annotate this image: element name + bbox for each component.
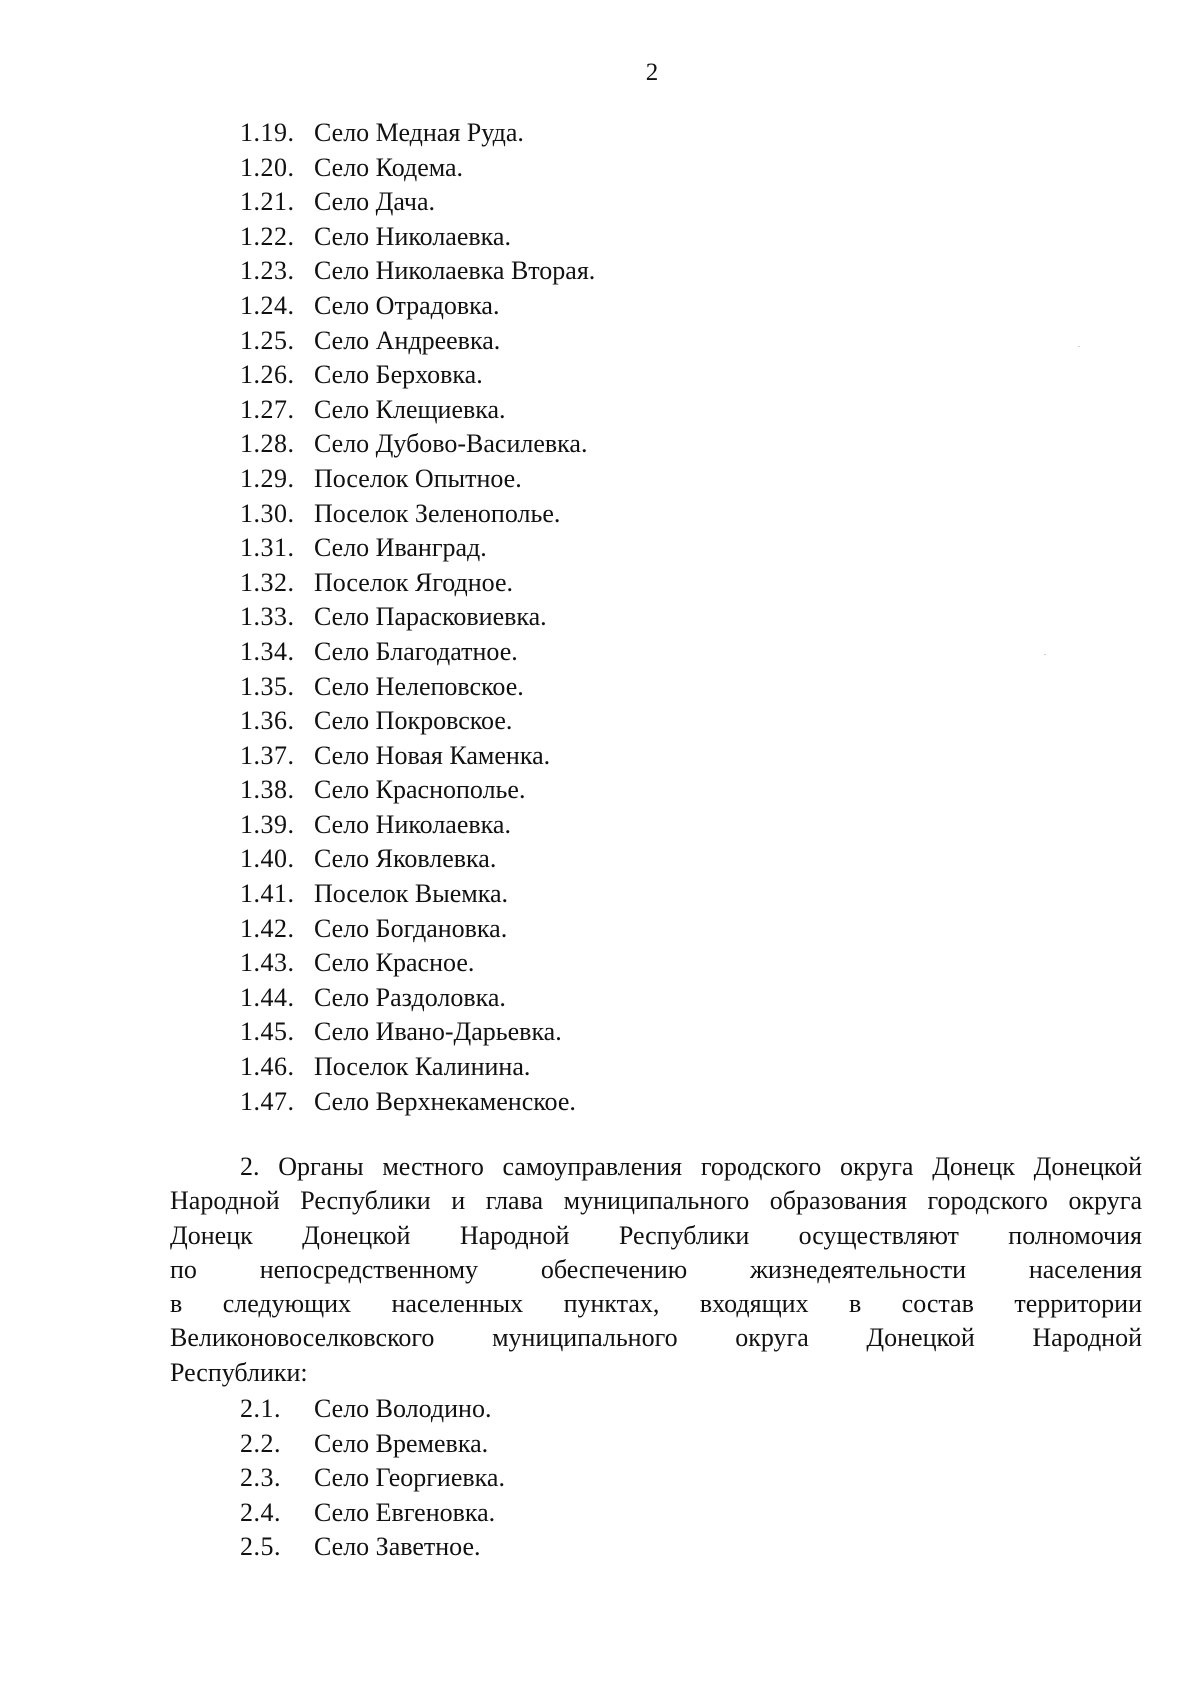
list-item	[240, 1392, 505, 1427]
item-number: 1.23.	[240, 256, 295, 286]
settlement-name: Село Николаевка.	[314, 809, 511, 839]
settlement-name: Село Георгиевка.	[314, 1463, 505, 1493]
item-number: 1.19.	[240, 118, 295, 147]
scan-speck	[1044, 654, 1046, 655]
item-number: 2.1.	[240, 1394, 281, 1423]
list-item	[240, 635, 595, 670]
settlement-name: Село Николаевка Вторая.	[314, 256, 596, 286]
settlement-name: Село Андреевка.	[314, 325, 501, 355]
settlement-name: Поселок Опытное.	[314, 463, 522, 493]
list-item	[240, 600, 595, 635]
list-item	[240, 877, 595, 912]
item-number: 1.28.	[240, 429, 295, 459]
settlement-name: Село Ивано-Дарьевка.	[314, 1017, 562, 1047]
list-item	[240, 670, 595, 705]
list-item	[240, 842, 595, 877]
settlement-name: Село Кодема.	[314, 152, 464, 182]
list-item	[240, 773, 595, 808]
settlement-name: Село Медная Руда.	[314, 118, 524, 147]
settlement-name: Село Богдановка.	[314, 913, 508, 943]
item-number: 2.5.	[240, 1532, 281, 1562]
item-number: 1.25.	[240, 325, 295, 355]
list-item	[240, 1015, 595, 1050]
settlement-name: Село Евгеновка.	[314, 1497, 496, 1527]
list-item	[240, 220, 595, 255]
settlement-name: Село Володино.	[314, 1394, 492, 1423]
settlement-name: Село Раздоловка.	[314, 982, 506, 1012]
settlement-name: Село Дубово-Василевка.	[314, 429, 588, 459]
settlement-name: Поселок Калинина.	[314, 1052, 531, 1082]
paragraph-line: 2. Органы местного самоуправления городского округа Донецк Донецкой	[240, 1152, 1142, 1181]
settlement-name: Село Новая Каменка.	[314, 740, 551, 770]
list-item	[240, 116, 595, 151]
paragraph-line: Народной Республики и глава муниципального образования городского округа	[170, 1186, 1142, 1216]
settlement-name: Село Красное.	[314, 948, 475, 978]
item-number: 1.40.	[240, 844, 295, 874]
list-item	[240, 497, 595, 532]
settlement-name: Село Николаевка.	[314, 221, 511, 251]
item-number: 1.41.	[240, 879, 295, 909]
list-item	[240, 358, 595, 393]
paragraph-2	[170, 1150, 1142, 1390]
item-number: 2.3.	[240, 1463, 281, 1493]
list-item	[240, 427, 595, 462]
item-number: 1.43.	[240, 948, 295, 978]
list-item	[240, 1427, 505, 1462]
settlement-list-2	[240, 1392, 505, 1565]
settlement-name: Село Краснополье.	[314, 775, 526, 805]
list-item	[240, 981, 595, 1016]
item-number: 1.37.	[240, 740, 295, 770]
settlement-name: Село Яковлевка.	[314, 844, 497, 874]
list-item	[240, 808, 595, 843]
list-item	[240, 1085, 595, 1120]
item-number: 1.38.	[240, 775, 295, 805]
item-number: 1.35.	[240, 671, 295, 701]
settlement-name: Село Клещиевка.	[314, 394, 506, 424]
item-number: 1.36.	[240, 706, 295, 736]
settlement-name: Село Покровское.	[314, 706, 513, 736]
list-item	[240, 1530, 505, 1565]
item-number: 1.29.	[240, 463, 295, 493]
settlement-name: Поселок Выемка.	[314, 879, 509, 909]
list-item	[240, 566, 595, 601]
item-number: 1.31.	[240, 533, 295, 563]
item-number: 1.33.	[240, 602, 295, 632]
page-number: 2	[645, 59, 659, 86]
list-item	[240, 254, 595, 289]
item-number: 1.44.	[240, 982, 295, 1012]
list-item	[240, 1050, 595, 1085]
item-number: 1.46.	[240, 1052, 295, 1082]
list-item	[240, 946, 595, 981]
settlement-name: Поселок Ягодное.	[314, 567, 514, 597]
item-number: 1.22.	[240, 221, 295, 251]
list-item	[240, 1496, 505, 1531]
settlement-name: Село Парасковиевка.	[314, 602, 547, 632]
settlement-name: Село Берховка.	[314, 360, 483, 390]
item-number: 1.24.	[240, 290, 295, 320]
settlement-name: Поселок Зеленополье.	[314, 498, 561, 528]
list-item	[240, 912, 595, 947]
list-item	[240, 1461, 505, 1496]
item-number: 1.30.	[240, 498, 295, 528]
settlement-name: Село Верхнекаменское.	[314, 1086, 576, 1116]
list-item	[240, 531, 595, 566]
item-number: 1.34.	[240, 636, 295, 666]
settlement-name: Село Иванград.	[314, 533, 487, 563]
item-number: 1.21.	[240, 187, 295, 217]
item-number: 1.47.	[240, 1086, 295, 1116]
settlement-name: Село Времевка.	[314, 1428, 489, 1458]
item-number: 1.26.	[240, 360, 295, 390]
item-number: 1.27.	[240, 394, 295, 424]
list-item	[240, 462, 595, 497]
list-item	[240, 324, 595, 359]
item-number: 1.20.	[240, 152, 295, 182]
paragraph-line: Донецк Донецкой Народной Республики осуществляют полномочия	[170, 1220, 1142, 1250]
settlement-name: Село Благодатное.	[314, 636, 518, 666]
paragraph-line: Великоновоселковского муниципального округа Донецкой Народной	[170, 1323, 1142, 1353]
item-number: 1.39.	[240, 809, 295, 839]
settlement-name: Село Нелеповское.	[314, 671, 524, 701]
settlement-list-1	[240, 116, 595, 1119]
item-number: 2.4.	[240, 1497, 281, 1527]
scan-speck	[1078, 346, 1080, 347]
paragraph-line: по непосредственному обеспечению жизнедеятельности населения	[170, 1254, 1142, 1284]
item-number: 1.42.	[240, 913, 295, 943]
list-item	[240, 151, 595, 186]
settlement-name: Село Отрадовка.	[314, 290, 500, 320]
item-number: 1.45.	[240, 1017, 295, 1047]
settlement-name: Село Заветное.	[314, 1532, 481, 1562]
paragraph-line: в следующих населенных пунктах, входящих в состав территории	[170, 1289, 1142, 1319]
item-number: 2.2.	[240, 1428, 281, 1458]
list-item	[240, 393, 595, 428]
list-item	[240, 185, 595, 220]
paragraph-line: Республики:	[170, 1357, 308, 1387]
settlement-name: Село Дача.	[314, 187, 436, 217]
list-item	[240, 289, 595, 324]
item-number: 1.32.	[240, 567, 295, 597]
list-item	[240, 704, 595, 739]
list-item	[240, 739, 595, 774]
